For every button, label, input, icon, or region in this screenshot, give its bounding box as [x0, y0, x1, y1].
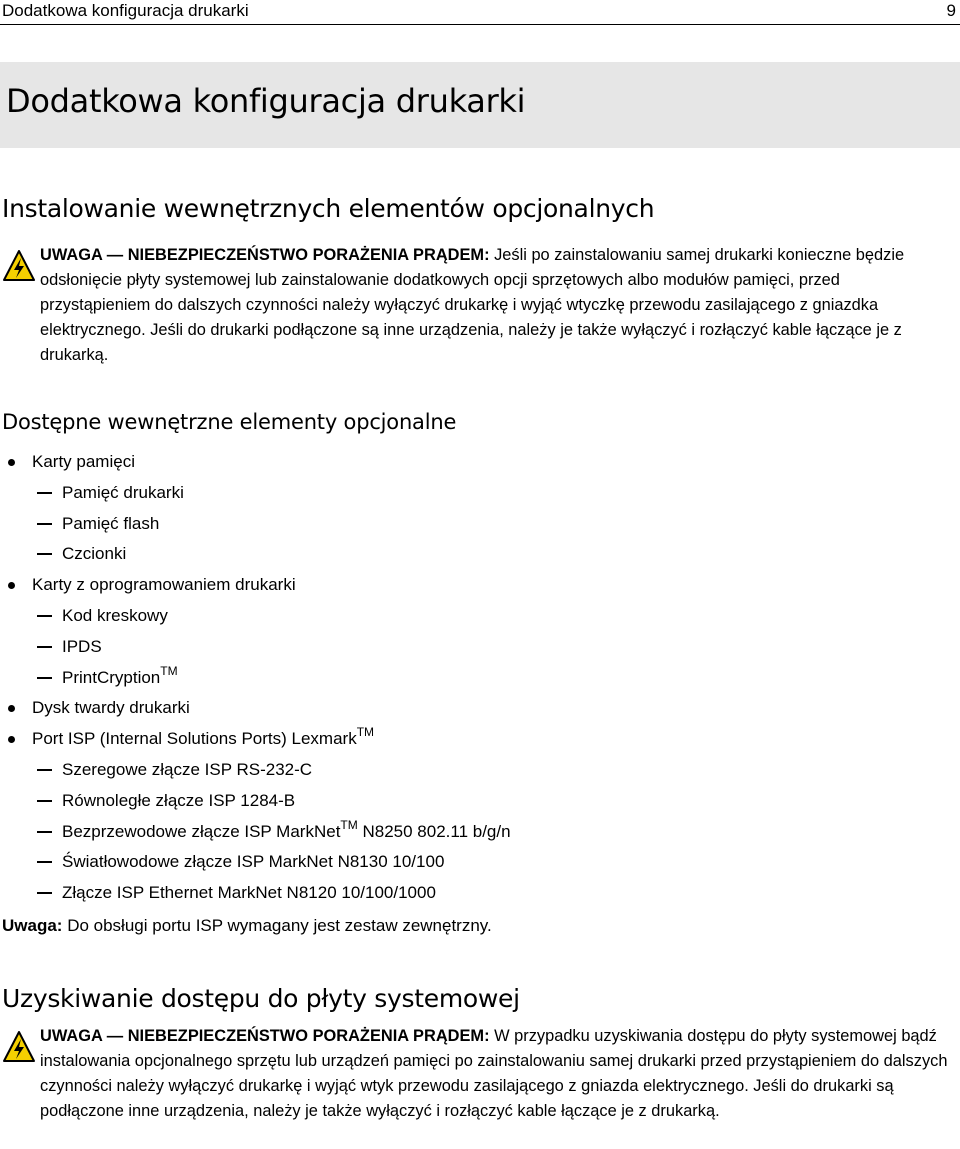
list-item-text: Pamięć flash — [62, 513, 160, 533]
bullet-icon — [8, 736, 15, 743]
note-label: Uwaga: — [2, 916, 63, 935]
page-number: 9 — [946, 1, 956, 20]
bullet-icon — [8, 705, 15, 712]
bullet-icon — [8, 582, 15, 589]
sub-list-item — [0, 817, 960, 848]
dash-icon — [37, 892, 52, 894]
list-item-text: Szeregowe złącze ISP RS-232-C — [62, 759, 313, 779]
sub-list-item — [0, 632, 960, 663]
list-item-text: Równoległe złącze ISP 1284-B — [62, 790, 296, 810]
dash-icon — [37, 553, 52, 555]
sub-list-item — [0, 478, 960, 509]
warning-text — [40, 1024, 950, 1124]
list-item-text: Bezprzewodowe złącze ISP MarkNet — [62, 821, 341, 841]
dash-icon — [37, 800, 52, 802]
dash-icon — [37, 646, 52, 648]
dash-icon — [37, 523, 52, 525]
electrical-hazard-icon — [2, 1030, 36, 1064]
subsection-heading-options: Dostępne wewnętrzne elementy opcjonalne — [2, 410, 457, 434]
sub-list-item — [0, 847, 960, 878]
note-text: Do obsługi portu ISP wymagany jest zestaw zewnętrzny. — [62, 916, 492, 935]
list-item — [0, 447, 960, 478]
sub-list-item — [0, 755, 960, 786]
chapter-title: Dodatkowa konfiguracja drukarki — [6, 82, 526, 120]
dash-icon — [37, 492, 52, 494]
list-item-text: Port ISP (Internal Solutions Ports) Lexmark — [32, 729, 357, 749]
options-list — [0, 447, 960, 909]
section-heading-access: Uzyskiwanie dostępu do płyty systemowej — [2, 984, 520, 1013]
sub-list-item — [0, 601, 960, 632]
running-header-title: Dodatkowa konfiguracja drukarki — [2, 1, 249, 20]
sub-list-item — [0, 539, 960, 570]
warning-label: UWAGA — NIEBEZPIECZEŃSTWO PORAŻENIA PRĄDEM: — [40, 1027, 490, 1045]
warning-body: W przypadku uzyskiwania dostępu do płyty systemowej bądź instalowania opcjonalnego sprzętu lub urządzeń pamięci po zainstalowaniu samej drukarki przed przystąpieniem do dalszych czynności należy wyłączyć drukarkę i wyjąć wtyk przewodu zasilającego z gniazda elektrycznego. Jeśli do drukarki są podłączone inne urządzenia, należy je także wyłączyć i rozłączyć kable łączące je z drukarką. — [40, 1027, 948, 1120]
dash-icon — [37, 677, 52, 679]
list-item-text: Światłowodowe złącze ISP MarkNet N8130 10/100 — [62, 852, 445, 872]
electrical-hazard-icon — [2, 249, 36, 283]
warning-label: UWAGA — NIEBEZPIECZEŃSTWO PORAŻENIA PRĄDEM: — [40, 246, 490, 264]
list-item-text: Dysk twardy drukarki — [32, 698, 190, 718]
running-header — [0, 0, 960, 25]
dash-icon — [37, 861, 52, 863]
bullet-icon — [8, 459, 15, 466]
dash-icon — [37, 831, 52, 833]
list-item-text: Czcionki — [62, 544, 127, 564]
dash-icon — [37, 769, 52, 771]
warning-text — [40, 243, 950, 368]
dash-icon — [37, 615, 52, 617]
list-item — [0, 724, 960, 755]
warning-body: Jeśli po zainstalowaniu samej drukarki konieczne będzie odsłonięcie płyty systemowej lub zainstalowanie dodatkowych opcji sprzętowych albo modułów pamięci, przed przystąpieniem do dalszych czynności należy wyłączyć drukarkę i wyjąć wtyczkę przewodu zasilającego z gniazdka elektrycznego. Jeśli do drukarki podłączone są inne urządzenia, należy je także wyłączyć i rozłączyć kable łączące je z drukarką. — [40, 246, 905, 364]
sub-list-item — [0, 509, 960, 540]
sub-list-item — [0, 786, 960, 817]
chapter-title-band — [0, 62, 960, 148]
list-item-text: PrintCryption — [62, 667, 161, 687]
sub-list-item — [0, 663, 960, 694]
trademark-mark: TM — [356, 725, 375, 740]
list-item-text: Złącze ISP Ethernet MarkNet N8120 10/100/1000 — [62, 883, 436, 903]
trademark-mark: TM — [340, 817, 358, 832]
list-item — [0, 570, 960, 601]
list-item — [0, 693, 960, 724]
list-item-text: Pamięć drukarki — [62, 482, 184, 502]
list-item-text: Karty pamięci — [32, 452, 135, 471]
list-item-text: IPDS — [62, 636, 102, 656]
sub-list-item — [0, 878, 960, 909]
section-heading-install: Instalowanie wewnętrznych elementów opcjonalnych — [2, 194, 655, 223]
list-item-text: Kod kreskowy — [62, 605, 168, 625]
list-item-text: Karty z oprogramowaniem drukarki — [32, 575, 296, 595]
trademark-mark: TM — [160, 663, 178, 678]
list-item-text-suffix: N8250 802.11 b/g/n — [357, 821, 511, 841]
note — [2, 916, 492, 936]
